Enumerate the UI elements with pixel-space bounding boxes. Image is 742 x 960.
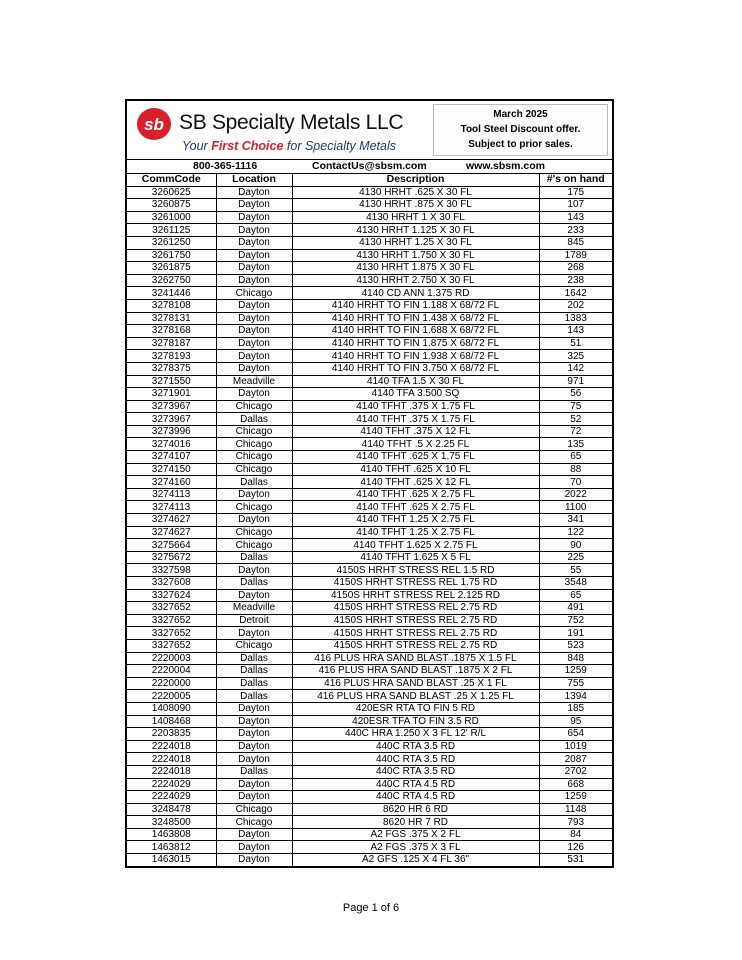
column-header-description: Description — [292, 174, 539, 186]
on-hand-cell: 95 — [539, 715, 612, 728]
on-hand-cell: 126 — [539, 841, 612, 854]
location-cell: Dayton — [216, 753, 292, 766]
commcode-cell: 3261125 — [127, 224, 216, 237]
commcode-cell: 3274627 — [127, 526, 216, 539]
on-hand-cell: 56 — [539, 388, 612, 401]
location-cell: Dayton — [216, 362, 292, 375]
description-cell: 4140 TFHT 1.625 X 2.75 FL — [292, 539, 539, 552]
table-row — [127, 476, 612, 489]
location-cell: Chicago — [216, 501, 292, 514]
commcode-cell: 2220000 — [127, 677, 216, 690]
offer-note: Subject to prior sales. — [468, 139, 573, 150]
table-row — [127, 514, 612, 527]
commcode-cell: 3278168 — [127, 325, 216, 338]
description-cell: 4150S HRHT STRESS REL 2.75 RD — [292, 639, 539, 652]
description-cell: 4140 TFHT .375 X 1.75 FL — [292, 400, 539, 413]
on-hand-cell: 142 — [539, 362, 612, 375]
table-row — [127, 337, 612, 350]
location-cell: Dayton — [216, 299, 292, 312]
location-cell: Dayton — [216, 388, 292, 401]
on-hand-cell: 2702 — [539, 765, 612, 778]
on-hand-cell: 1642 — [539, 287, 612, 300]
description-cell: 4150S HRHT STRESS REL 2.75 RD — [292, 614, 539, 627]
table-row — [127, 828, 612, 841]
table-row — [127, 803, 612, 816]
commcode-cell: 3248500 — [127, 816, 216, 829]
location-cell: Dayton — [216, 728, 292, 741]
on-hand-cell: 70 — [539, 476, 612, 489]
on-hand-cell: 793 — [539, 816, 612, 829]
table-row — [127, 186, 612, 199]
location-cell: Dallas — [216, 413, 292, 426]
description-cell: 4130 HRHT .875 X 30 FL — [292, 199, 539, 212]
on-hand-cell: 2022 — [539, 488, 612, 501]
commcode-cell: 3278187 — [127, 337, 216, 350]
location-cell: Dayton — [216, 274, 292, 287]
description-cell: 416 PLUS HRA SAND BLAST .25 X 1 FL — [292, 677, 539, 690]
commcode-cell: 1463812 — [127, 841, 216, 854]
description-cell: 4140 CD ANN 1.375 RD — [292, 287, 539, 300]
commcode-cell: 2220003 — [127, 652, 216, 665]
commcode-cell: 3262750 — [127, 274, 216, 287]
description-cell: 416 PLUS HRA SAND BLAST .25 X 1.25 FL — [292, 690, 539, 703]
location-cell: Dayton — [216, 186, 292, 199]
commcode-cell: 2224029 — [127, 791, 216, 804]
commcode-cell: 3278131 — [127, 312, 216, 325]
on-hand-cell: 325 — [539, 350, 612, 363]
location-cell: Dayton — [216, 211, 292, 224]
location-cell: Dayton — [216, 236, 292, 249]
description-cell: 4130 HRHT 2.750 X 30 FL — [292, 274, 539, 287]
table-row — [127, 350, 612, 363]
offer-box — [433, 104, 608, 156]
location-cell: Dayton — [216, 828, 292, 841]
letterhead — [127, 101, 612, 160]
table-row — [127, 400, 612, 413]
location-cell: Dayton — [216, 841, 292, 854]
table-row — [127, 627, 612, 640]
location-cell: Dayton — [216, 312, 292, 325]
price-sheet — [125, 99, 614, 868]
on-hand-cell: 88 — [539, 463, 612, 476]
description-cell: 4140 HRHT TO FIN 1.938 X 68/72 FL — [292, 350, 539, 363]
description-cell: 8620 HR 6 RD — [292, 803, 539, 816]
commcode-cell: 3260625 — [127, 186, 216, 199]
offer-date: March 2025 — [493, 109, 548, 120]
commcode-cell: 3274113 — [127, 488, 216, 501]
on-hand-cell: 55 — [539, 564, 612, 577]
on-hand-cell: 65 — [539, 589, 612, 602]
company-name: SB Specialty Metals LLC — [179, 111, 404, 134]
table-row — [127, 362, 612, 375]
commcode-cell: 3274150 — [127, 463, 216, 476]
on-hand-cell: 531 — [539, 854, 612, 866]
location-cell: Dayton — [216, 854, 292, 866]
table-row — [127, 589, 612, 602]
location-cell: Dayton — [216, 564, 292, 577]
on-hand-cell: 1148 — [539, 803, 612, 816]
location-cell: Dayton — [216, 514, 292, 527]
description-cell: 420ESR RTA TO FIN 5 RD — [292, 702, 539, 715]
commcode-cell: 3261875 — [127, 262, 216, 275]
commcode-cell: 1463015 — [127, 854, 216, 866]
column-header-commcode: CommCode — [127, 174, 216, 186]
company-logo-icon — [136, 107, 172, 141]
on-hand-cell: 175 — [539, 186, 612, 199]
commcode-cell: 3261750 — [127, 249, 216, 262]
table-row — [127, 312, 612, 325]
commcode-cell: 3275672 — [127, 551, 216, 564]
description-cell: 4140 TFHT .375 X 12 FL — [292, 425, 539, 438]
on-hand-cell: 135 — [539, 438, 612, 451]
location-cell: Dayton — [216, 337, 292, 350]
commcode-cell: 3327598 — [127, 564, 216, 577]
table-row — [127, 639, 612, 652]
table-row — [127, 778, 612, 791]
description-cell: 4150S HRHT STRESS REL 1.5 RD — [292, 564, 539, 577]
table-row — [127, 299, 612, 312]
table-row — [127, 463, 612, 476]
table-row — [127, 652, 612, 665]
description-cell: 4150S HRHT STRESS REL 2.75 RD — [292, 602, 539, 615]
on-hand-cell: 143 — [539, 211, 612, 224]
on-hand-cell: 523 — [539, 639, 612, 652]
table-row — [127, 287, 612, 300]
table-body — [127, 186, 612, 866]
table-row — [127, 375, 612, 388]
on-hand-cell: 845 — [539, 236, 612, 249]
commcode-cell: 3274160 — [127, 476, 216, 489]
description-cell: 4140 TFHT 1.25 X 2.75 FL — [292, 526, 539, 539]
commcode-cell: 3327624 — [127, 589, 216, 602]
description-cell: A2 FGS .375 X 2 FL — [292, 828, 539, 841]
table-row — [127, 564, 612, 577]
on-hand-cell: 341 — [539, 514, 612, 527]
table-row — [127, 702, 612, 715]
table-row — [127, 526, 612, 539]
description-cell: 416 PLUS HRA SAND BLAST .1875 X 2 FL — [292, 665, 539, 678]
commcode-cell: 3260875 — [127, 199, 216, 212]
description-cell: 4140 HRHT TO FIN 1.188 X 68/72 FL — [292, 299, 539, 312]
location-cell: Dallas — [216, 765, 292, 778]
description-cell: 4140 HRHT TO FIN 1.875 X 68/72 FL — [292, 337, 539, 350]
location-cell: Chicago — [216, 451, 292, 464]
commcode-cell: 3273996 — [127, 425, 216, 438]
on-hand-cell: 143 — [539, 325, 612, 338]
description-cell: 4130 HRHT 1.875 X 30 FL — [292, 262, 539, 275]
description-cell: 4150S HRHT STRESS REL 2.75 RD — [292, 627, 539, 640]
location-cell: Chicago — [216, 463, 292, 476]
location-cell: Chicago — [216, 438, 292, 451]
description-cell: 4140 TFHT 1.25 X 2.75 FL — [292, 514, 539, 527]
description-cell: 440C HRA 1.250 X 3 FL 12' R/L — [292, 728, 539, 741]
table-row — [127, 677, 612, 690]
table-row — [127, 816, 612, 829]
commcode-cell: 3327652 — [127, 602, 216, 615]
description-cell: 4140 TFHT .625 X 10 FL — [292, 463, 539, 476]
table-row — [127, 614, 612, 627]
table-row — [127, 224, 612, 237]
location-cell: Chicago — [216, 425, 292, 438]
on-hand-cell: 52 — [539, 413, 612, 426]
on-hand-cell: 668 — [539, 778, 612, 791]
on-hand-cell: 654 — [539, 728, 612, 741]
table-row — [127, 765, 612, 778]
commcode-cell: 3327652 — [127, 627, 216, 640]
description-cell: 4130 HRHT 1 X 30 FL — [292, 211, 539, 224]
on-hand-cell: 90 — [539, 539, 612, 552]
description-cell: 4140 TFA 1.5 X 30 FL — [292, 375, 539, 388]
location-cell: Dallas — [216, 677, 292, 690]
on-hand-cell: 755 — [539, 677, 612, 690]
website: www.sbsm.com — [466, 160, 545, 172]
location-cell: Dayton — [216, 262, 292, 275]
commcode-cell: 3274627 — [127, 514, 216, 527]
commcode-cell: 3273967 — [127, 413, 216, 426]
commcode-cell: 3278375 — [127, 362, 216, 375]
commcode-cell: 3261250 — [127, 236, 216, 249]
description-cell: 4130 HRHT 1.750 X 30 FL — [292, 249, 539, 262]
table-row — [127, 211, 612, 224]
on-hand-cell: 233 — [539, 224, 612, 237]
description-cell: 440C RTA 4.5 RD — [292, 778, 539, 791]
on-hand-cell: 185 — [539, 702, 612, 715]
commcode-cell: 2203835 — [127, 728, 216, 741]
tagline-emphasis: First Choice — [211, 139, 284, 153]
description-cell: 420ESR TFA TO FIN 3.5 RD — [292, 715, 539, 728]
commcode-cell: 2220005 — [127, 690, 216, 703]
description-cell: 440C RTA 3.5 RD — [292, 740, 539, 753]
location-cell: Chicago — [216, 816, 292, 829]
location-cell: Chicago — [216, 539, 292, 552]
description-cell: 4130 HRHT 1.25 X 30 FL — [292, 236, 539, 249]
location-cell: Chicago — [216, 400, 292, 413]
on-hand-cell: 491 — [539, 602, 612, 615]
location-cell: Detroit — [216, 614, 292, 627]
commcode-cell: 3278193 — [127, 350, 216, 363]
table-row — [127, 262, 612, 275]
table-row — [127, 539, 612, 552]
table-header-row — [127, 174, 612, 186]
location-cell: Dayton — [216, 488, 292, 501]
table-row — [127, 791, 612, 804]
description-cell: 4140 TFHT .625 X 2.75 FL — [292, 501, 539, 514]
on-hand-cell: 122 — [539, 526, 612, 539]
commcode-cell: 3271550 — [127, 375, 216, 388]
description-cell: 4140 HRHT TO FIN 1.688 X 68/72 FL — [292, 325, 539, 338]
commcode-cell: 3248478 — [127, 803, 216, 816]
commcode-cell: 3271901 — [127, 388, 216, 401]
commcode-cell: 3274107 — [127, 451, 216, 464]
offer-title: Tool Steel Discount offer. — [460, 124, 581, 135]
tagline-suffix: for Specialty Metals — [283, 139, 396, 153]
commcode-cell: 3274016 — [127, 438, 216, 451]
table-row — [127, 451, 612, 464]
description-cell: 4140 TFHT .625 X 2.75 FL — [292, 488, 539, 501]
description-cell: 4140 TFHT 1.625 X 5 FL — [292, 551, 539, 564]
table-row — [127, 577, 612, 590]
on-hand-cell: 107 — [539, 199, 612, 212]
location-cell: Dayton — [216, 249, 292, 262]
contact-bar — [127, 160, 612, 174]
table-row — [127, 438, 612, 451]
table-row — [127, 753, 612, 766]
table-row — [127, 488, 612, 501]
table-row — [127, 854, 612, 866]
on-hand-cell: 65 — [539, 451, 612, 464]
commcode-cell: 3327652 — [127, 639, 216, 652]
on-hand-cell: 72 — [539, 425, 612, 438]
tagline-prefix: Your — [182, 139, 212, 153]
table-row — [127, 690, 612, 703]
description-cell: 4150S HRHT STRESS REL 1.75 RD — [292, 577, 539, 590]
table-row — [127, 425, 612, 438]
table-row — [127, 602, 612, 615]
table-row — [127, 249, 612, 262]
location-cell: Dayton — [216, 589, 292, 602]
table-row — [127, 388, 612, 401]
table-row — [127, 728, 612, 741]
description-cell: 440C RTA 4.5 RD — [292, 791, 539, 804]
commcode-cell: 3327608 — [127, 577, 216, 590]
on-hand-cell: 84 — [539, 828, 612, 841]
table-row — [127, 715, 612, 728]
commcode-cell: 3278108 — [127, 299, 216, 312]
description-cell: 4150S HRHT STRESS REL 2.125 RD — [292, 589, 539, 602]
location-cell: Dayton — [216, 224, 292, 237]
contact-email: ContactUs@sbsm.com — [312, 160, 427, 172]
phone-number: 800-365-1116 — [193, 160, 258, 172]
on-hand-cell: 191 — [539, 627, 612, 640]
description-cell: 8620 HR 7 RD — [292, 816, 539, 829]
on-hand-cell: 1100 — [539, 501, 612, 514]
logo-text: sb — [144, 115, 164, 134]
table-row — [127, 665, 612, 678]
description-cell: A2 GFS .125 X 4 FL 36" — [292, 854, 539, 866]
on-hand-cell: 971 — [539, 375, 612, 388]
on-hand-cell: 3548 — [539, 577, 612, 590]
location-cell: Dallas — [216, 551, 292, 564]
location-cell: Dayton — [216, 325, 292, 338]
page-number: Page 1 of 6 — [342, 902, 400, 914]
table-row — [127, 413, 612, 426]
on-hand-cell: 1394 — [539, 690, 612, 703]
location-cell: Chicago — [216, 639, 292, 652]
on-hand-cell: 752 — [539, 614, 612, 627]
location-cell: Chicago — [216, 803, 292, 816]
on-hand-cell: 225 — [539, 551, 612, 564]
table-row — [127, 236, 612, 249]
description-cell: 4140 TFHT .375 X 1.75 FL — [292, 413, 539, 426]
location-cell: Dayton — [216, 791, 292, 804]
table-row — [127, 274, 612, 287]
column-header-on-hand: #'s on hand — [539, 174, 612, 186]
on-hand-cell: 268 — [539, 262, 612, 275]
description-cell: 4130 HRHT .625 X 30 FL — [292, 186, 539, 199]
commcode-cell: 3241446 — [127, 287, 216, 300]
description-cell: 4140 TFHT .5 X 2.25 FL — [292, 438, 539, 451]
table-row — [127, 551, 612, 564]
commcode-cell: 3275664 — [127, 539, 216, 552]
description-cell: 416 PLUS HRA SAND BLAST .1875 X 1.5 FL — [292, 652, 539, 665]
location-cell: Dallas — [216, 690, 292, 703]
location-cell: Meadville — [216, 375, 292, 388]
tagline — [182, 139, 396, 153]
on-hand-cell: 2087 — [539, 753, 612, 766]
location-cell: Dallas — [216, 652, 292, 665]
description-cell: 4140 HRHT TO FIN 3.750 X 68/72 FL — [292, 362, 539, 375]
table-row — [127, 199, 612, 212]
commcode-cell: 3327652 — [127, 614, 216, 627]
description-cell: A2 FGS .375 X 3 FL — [292, 841, 539, 854]
on-hand-cell: 848 — [539, 652, 612, 665]
location-cell: Dayton — [216, 778, 292, 791]
inventory-table — [127, 174, 612, 866]
table-row — [127, 841, 612, 854]
on-hand-cell: 75 — [539, 400, 612, 413]
description-cell: 4140 HRHT TO FIN 1.438 X 68/72 FL — [292, 312, 539, 325]
description-cell: 4140 TFA 3.500 SQ — [292, 388, 539, 401]
on-hand-cell: 1789 — [539, 249, 612, 262]
on-hand-cell: 1259 — [539, 665, 612, 678]
on-hand-cell: 1259 — [539, 791, 612, 804]
commcode-cell: 3261000 — [127, 211, 216, 224]
commcode-cell: 2224018 — [127, 765, 216, 778]
location-cell: Dayton — [216, 627, 292, 640]
commcode-cell: 3274113 — [127, 501, 216, 514]
location-cell: Dallas — [216, 577, 292, 590]
location-cell: Dayton — [216, 199, 292, 212]
commcode-cell: 2224018 — [127, 753, 216, 766]
commcode-cell: 2224018 — [127, 740, 216, 753]
commcode-cell: 2220004 — [127, 665, 216, 678]
table-row — [127, 740, 612, 753]
description-cell: 4140 TFHT .625 X 1.75 FL — [292, 451, 539, 464]
location-cell: Dallas — [216, 476, 292, 489]
commcode-cell: 1408468 — [127, 715, 216, 728]
description-cell: 440C RTA 3.5 RD — [292, 765, 539, 778]
commcode-cell: 1408090 — [127, 702, 216, 715]
commcode-cell: 2224029 — [127, 778, 216, 791]
on-hand-cell: 238 — [539, 274, 612, 287]
location-cell: Chicago — [216, 526, 292, 539]
location-cell: Dayton — [216, 740, 292, 753]
column-header-location: Location — [216, 174, 292, 186]
on-hand-cell: 1383 — [539, 312, 612, 325]
description-cell: 440C RTA 3.5 RD — [292, 753, 539, 766]
table-row — [127, 501, 612, 514]
location-cell: Dayton — [216, 350, 292, 363]
location-cell: Dayton — [216, 702, 292, 715]
on-hand-cell: 51 — [539, 337, 612, 350]
on-hand-cell: 1019 — [539, 740, 612, 753]
location-cell: Dallas — [216, 665, 292, 678]
location-cell: Dayton — [216, 715, 292, 728]
description-cell: 4130 HRHT 1.125 X 30 FL — [292, 224, 539, 237]
commcode-cell: 1463808 — [127, 828, 216, 841]
commcode-cell: 3273967 — [127, 400, 216, 413]
location-cell: Chicago — [216, 287, 292, 300]
table-row — [127, 325, 612, 338]
location-cell: Meadville — [216, 602, 292, 615]
on-hand-cell: 202 — [539, 299, 612, 312]
description-cell: 4140 TFHT .625 X 12 FL — [292, 476, 539, 489]
